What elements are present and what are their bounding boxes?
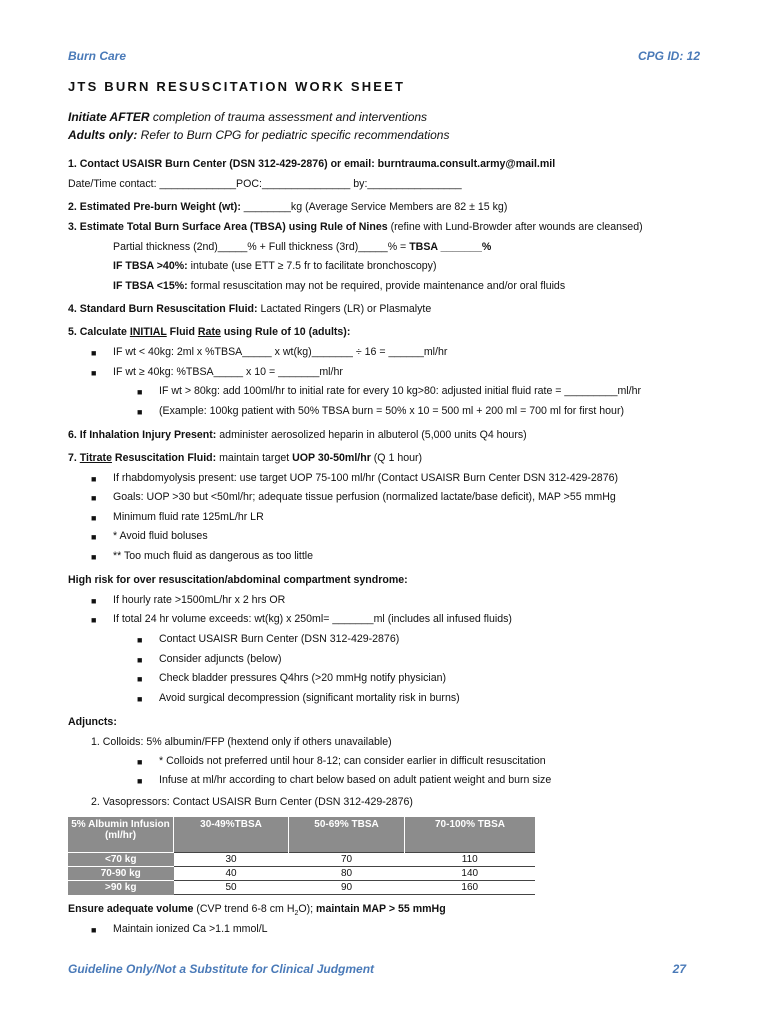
page-title: JTS BURN RESUSCITATION WORK SHEET: [68, 79, 406, 94]
volume-cvp: (CVP trend 6-8 cm H: [193, 903, 295, 915]
volume-o: O);: [298, 903, 317, 915]
tbsa-under-15-text: formal resuscitation may not be required, provide maintenance and/or oral fluids: [187, 280, 566, 292]
risk-sub-4: Avoid surgical decompression (significant mortality risk in burns): [159, 692, 460, 704]
table-cell: 160: [405, 881, 536, 895]
tbsa-over-40-text: intubate (use ETT ≥ 7.5 fr to facilitate bronchoscopy): [187, 260, 437, 272]
intro-line-1: [68, 111, 427, 124]
adjunct-vasopressors: 2. Vasopressors: Contact USAISR Burn Center (DSN 312-429-2876): [91, 796, 413, 808]
calcium-bullet: Maintain ionized Ca >1.1 mmol/L: [113, 923, 268, 935]
s7-bullet-1: If rhabdomyolysis present: use target UOP 75-100 ml/hr (Contact USAISR Burn Center DSN 312-429-2876): [113, 472, 619, 484]
s7-p4: maintain target: [216, 452, 293, 464]
bullet-icon: ■: [137, 694, 143, 704]
page-number: 27: [672, 962, 686, 976]
table-col-header: 30-49%TBSA: [174, 817, 289, 853]
volume-line: [68, 903, 446, 920]
s7-bullet-5: ** Too much fluid as dangerous as too little: [113, 550, 314, 562]
table-cell: 30: [174, 853, 289, 867]
section-5-heading: [68, 326, 350, 339]
s7-p3: Resuscitation Fluid:: [111, 452, 217, 464]
table-header-row: [68, 817, 535, 853]
table-row: [68, 853, 535, 867]
table-cell: 50: [174, 881, 289, 895]
footer-disclaimer: Guideline Only/Not a Substitute for Clinical Judgment: [68, 962, 375, 976]
s7-bullet-3: Minimum fluid rate 125mL/hr LR: [113, 511, 264, 523]
s5-bullet-1: IF wt < 40kg: 2ml x %TBSA_____ x wt(kg)_______ ÷ 16 = ______ml/hr: [113, 346, 448, 358]
table-cell: 90: [289, 881, 405, 895]
s5-p3: Fluid: [166, 326, 198, 338]
bullet-icon: ■: [137, 387, 143, 397]
s7-p6: (Q 1 hour): [370, 452, 423, 464]
table-row: [68, 867, 535, 881]
intro-1-bold: Initiate AFTER: [68, 110, 150, 124]
volume-bold-2: maintain MAP > 55 mmHg: [316, 903, 446, 915]
tbsa-over-40-label: IF TBSA >40%:: [113, 260, 188, 272]
section-2-heading: 2. Estimated Pre-burn Weight (wt):: [68, 201, 241, 213]
thickness-text: Partial thickness (2nd)_____% + Full thickness (3rd)_____% =: [113, 241, 410, 253]
risk-bullet-1: If hourly rate >1500mL/hr x 2 hrs OR: [113, 594, 286, 606]
bullet-icon: ■: [137, 635, 143, 645]
section-6-rest: administer aerosolized heparin in albuterol (5,000 units Q4 hours): [216, 429, 527, 441]
table-col-header: 50-69% TBSA: [289, 817, 405, 853]
s5-bullet-2: IF wt ≥ 40kg: %TBSA_____ x 10 = _______ml/hr: [113, 366, 343, 378]
bullet-icon: ■: [137, 655, 143, 665]
bullet-icon: ■: [137, 674, 143, 684]
intro-1-rest: completion of trauma assessment and interventions: [149, 110, 428, 124]
risk-sub-1: Contact USAISR Burn Center (DSN 312-429-2876): [159, 633, 400, 645]
s5-rate: Rate: [197, 326, 221, 338]
table-row-header: >90 kg: [68, 881, 174, 895]
s5-p1: 5. Calculate: [68, 326, 130, 338]
bullet-icon: ■: [91, 615, 97, 625]
bullet-icon: ■: [91, 474, 97, 484]
bullet-icon: ■: [91, 513, 97, 523]
table-cell: 110: [405, 853, 536, 867]
s5-p5: using Rule of 10 (adults):: [220, 326, 351, 338]
section-4-heading: 4. Standard Burn Resuscitation Fluid:: [68, 303, 258, 315]
section-4-line: [68, 303, 431, 316]
bullet-icon: ■: [91, 532, 97, 542]
adjunct-colloids: 1. Colloids: 5% albumin/FFP (hextend only if others unavailable): [91, 736, 392, 748]
table-cell: 70: [289, 853, 405, 867]
section-6-line: [68, 429, 527, 442]
volume-bold-1: Ensure adequate volume: [68, 903, 194, 915]
thickness-line: [113, 241, 491, 254]
section-3-rest: (refine with Lund-Browder after wounds are cleansed): [387, 221, 643, 233]
bullet-icon: ■: [91, 348, 97, 358]
table-cell: 80: [289, 867, 405, 881]
high-risk-heading: High risk for over resuscitation/abdominal compartment syndrome:: [68, 574, 408, 586]
tbsa-under-15-label: IF TBSA <15%:: [113, 280, 188, 292]
volume-subscript: 2: [294, 910, 299, 918]
s5-bullet-3: IF wt > 80kg: add 100ml/hr to initial rate for every 10 kg>80: adjusted initial fluid rate = _________ml/hr: [159, 385, 642, 397]
table-cell: 140: [405, 867, 536, 881]
risk-bullet-2: If total 24 hr volume exceeds: wt(kg) x 250ml= _______ml (includes all infused fluids): [113, 613, 512, 625]
tbsa-under-15-line: [113, 280, 565, 293]
s7-bullet-4: * Avoid fluid boluses: [113, 530, 208, 542]
header-section-label: Burn Care: [68, 49, 127, 63]
table-corner-header: 5% Albumin Infusion (ml/hr): [68, 817, 174, 853]
s5-initial: INITIAL: [129, 326, 167, 338]
bullet-icon: ■: [91, 368, 97, 378]
section-7-line: [68, 452, 422, 465]
risk-sub-2: Consider adjuncts (below): [159, 653, 282, 665]
s7-titrate: Titrate: [79, 452, 112, 464]
risk-sub-3: Check bladder pressures Q4hrs (>20 mmHg notify physician): [159, 672, 447, 684]
bullet-icon: ■: [137, 407, 143, 417]
albumin-infusion-table: [68, 817, 535, 895]
section-4-rest: Lactated Ringers (LR) or Plasmalyte: [257, 303, 432, 315]
bullet-icon: ■: [137, 757, 143, 767]
section-2-rest: ________kg (Average Service Members are 82 ± 15 kg): [240, 201, 508, 213]
colloids-note-1: * Colloids not preferred until hour 8-12; can consider earlier in difficult resuscitation: [159, 755, 546, 767]
bullet-icon: ■: [91, 552, 97, 562]
section-1-heading: 1. Contact USAISR Burn Center (DSN 312-429-2876) or email: burntrauma.consult.army@mail.mil: [68, 158, 556, 170]
intro-2-rest: Refer to Burn CPG for pediatric specific recommendations: [137, 128, 450, 142]
bullet-icon: ■: [91, 925, 97, 935]
table-col-header: 70-100% TBSA: [405, 817, 536, 853]
colloids-note-2: Infuse at ml/hr according to chart below based on adult patient weight and burn size: [159, 774, 552, 786]
tbsa-total: TBSA _______%: [409, 241, 492, 253]
tbsa-over-40-line: [113, 260, 436, 273]
s5-bullet-4: (Example: 100kg patient with 50% TBSA burn = 50% x 10 = 500 ml + 200 ml = 700 ml for first hour): [159, 405, 624, 417]
contact-line: Date/Time contact: _____________POC:_______________ by:________________: [68, 178, 462, 190]
s7-p1: 7.: [68, 452, 80, 464]
section-2-line: [68, 201, 507, 214]
s7-bullet-2: Goals: UOP >30 but <50ml/hr; adequate tissue perfusion (normalized lactate/base deficit), MAP >55 mmHg: [113, 491, 616, 503]
intro-2-bold: Adults only:: [68, 128, 138, 142]
table-cell: 40: [174, 867, 289, 881]
s7-uop: UOP 30-50ml/hr: [292, 452, 371, 464]
header-cpg-id: CPG ID: 12: [637, 49, 700, 63]
bullet-icon: ■: [91, 493, 97, 503]
bullet-icon: ■: [137, 776, 143, 786]
section-3-heading: 3. Estimate Total Burn Surface Area (TBSA) using Rule of Nines: [68, 221, 388, 233]
bullet-icon: ■: [91, 596, 97, 606]
table-row: [68, 881, 535, 895]
section-6-heading: 6. If Inhalation Injury Present:: [68, 429, 217, 441]
adjuncts-heading: Adjuncts:: [68, 716, 117, 728]
table-row-header: 70-90 kg: [68, 867, 174, 881]
table-row-header: <70 kg: [68, 853, 174, 867]
intro-line-2: [68, 129, 449, 142]
section-3-line: [68, 221, 643, 234]
